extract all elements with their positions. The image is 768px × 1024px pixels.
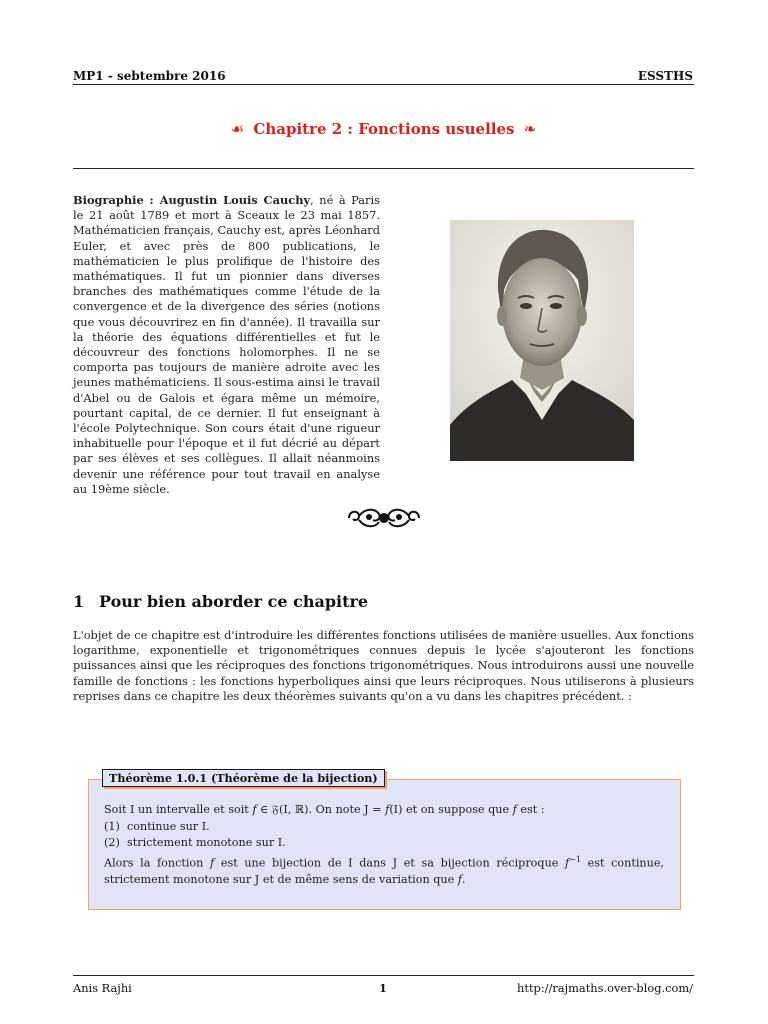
item-label: (1) [104, 819, 120, 833]
chapter-title [73, 120, 694, 138]
math-f: f [252, 803, 257, 816]
theorem-text: est continue, strictement monotone sur J et de même sens de variation que [104, 856, 664, 886]
section-number: 1 [73, 592, 85, 611]
theorem-text: Alors la fonction [104, 856, 211, 870]
biography-label: Biographie : Augustin Louis Cauchy [73, 193, 311, 207]
section-intro-paragraph: L'objet de ce chapitre est d'introduire les différentes fonctions utilisées de manière usuelles. Aux fonctions logarithme, exponentielle et trigonométriques connues depuis le lycée s'ajouteront les fonctions puissances ainsi que les réciproques des fonctions trigonométriques. Nous introduirons aussi une nouvelle famille de fonctions : les fonctions hyperboliques ainsi que leurs réciproques. Nous utiliserons à plusieurs reprises dans ce chapitre les deux théorèmes suivants qu'on a vu dans les chapitres précédent. : [73, 628, 694, 703]
theorem-text: ∈ 𝔉(I, ℝ). On note J = [256, 803, 386, 816]
math-f-inverse: f [565, 856, 570, 870]
footer-rule [73, 975, 694, 976]
theorem-text: est une bijection de I dans J et sa bijection réciproque [214, 856, 566, 870]
header-rule [73, 84, 694, 85]
theorem-text: . [461, 872, 466, 886]
theorem-text: (I) et on suppose que [389, 803, 513, 816]
item-text: strictement monotone sur I. [126, 836, 286, 849]
footer-author: Anis Rajhi [73, 981, 132, 995]
theorem-body [104, 802, 664, 888]
theorem-hypothesis [104, 802, 664, 819]
theorem-text: Soit I un intervalle et soit [104, 803, 253, 816]
page-number: 1 [379, 981, 387, 995]
header-left: MP1 - sebtembre 2016 [73, 69, 226, 83]
header-right: ESSTHS [637, 69, 693, 83]
theorem-title: Théorème 1.0.1 (Théorème de la bijection) [102, 769, 385, 787]
section-title: Pour bien aborder ce chapitre [99, 592, 369, 611]
theorem-item [104, 835, 664, 852]
item-text: continue sur I. [126, 819, 210, 833]
theorem-conclusion [104, 852, 664, 889]
section-heading [73, 592, 368, 611]
math-f: f [385, 803, 390, 816]
floral-heart-icon: ❧ [523, 120, 537, 138]
math-superscript: −1 [569, 854, 581, 864]
fleuron-divider-drawing [345, 504, 423, 532]
floral-heart-icon: ☙ [230, 120, 245, 138]
math-f: f [457, 872, 462, 886]
math-f: f [512, 803, 517, 816]
item-label: (2) [104, 836, 120, 849]
theorem-item [104, 819, 664, 836]
math-f: f [210, 856, 215, 870]
biography-paragraph [73, 193, 380, 497]
footer-url: http://rajmaths.over-blog.com/ [517, 981, 693, 995]
theorem-text: est : [516, 803, 545, 816]
chapter-rule [73, 168, 694, 169]
portrait-drawing [450, 220, 634, 461]
biography-text: , né à Paris le 21 août 1789 et mort à Sceaux le 23 mai 1857. Mathématicien français, Cauchy est, après Léonhard Euler, et avec près de 800 publications, le mathématicien le plus prolifique de l'histoire des mathématiques. Il fut un pionnier dans diverses branches des mathématiques comme l'étude de la convergence et de la divergence des séries (notions que vous découvrirez en fin d'année). Il travailla sur la théorie des équations différentielles et fut le découvreur des fonctions holomorphes. Il ne se comporta pas toujours de manière adroite avec les jeunes mathématiciens. Il sous-estima ainsi le travail d'Abel ou de Galois et égara même un mémoire, pourtant capital, de ce dernier. Il fut enseignant à l'école Polytechnique. Son cours était d'une rigueur inhabituelle pour l'époque et il fut décrié au départ par ses élèves et ses collègues. Il allait néanmoins devenir une référence pour tout travail en analyse au 19ème siècle. [73, 193, 380, 496]
fleuron-divider-icon [345, 504, 423, 532]
chapter-title-text: Chapitre 2 : Fonctions usuelles [253, 120, 515, 138]
cauchy-portrait [450, 220, 634, 461]
